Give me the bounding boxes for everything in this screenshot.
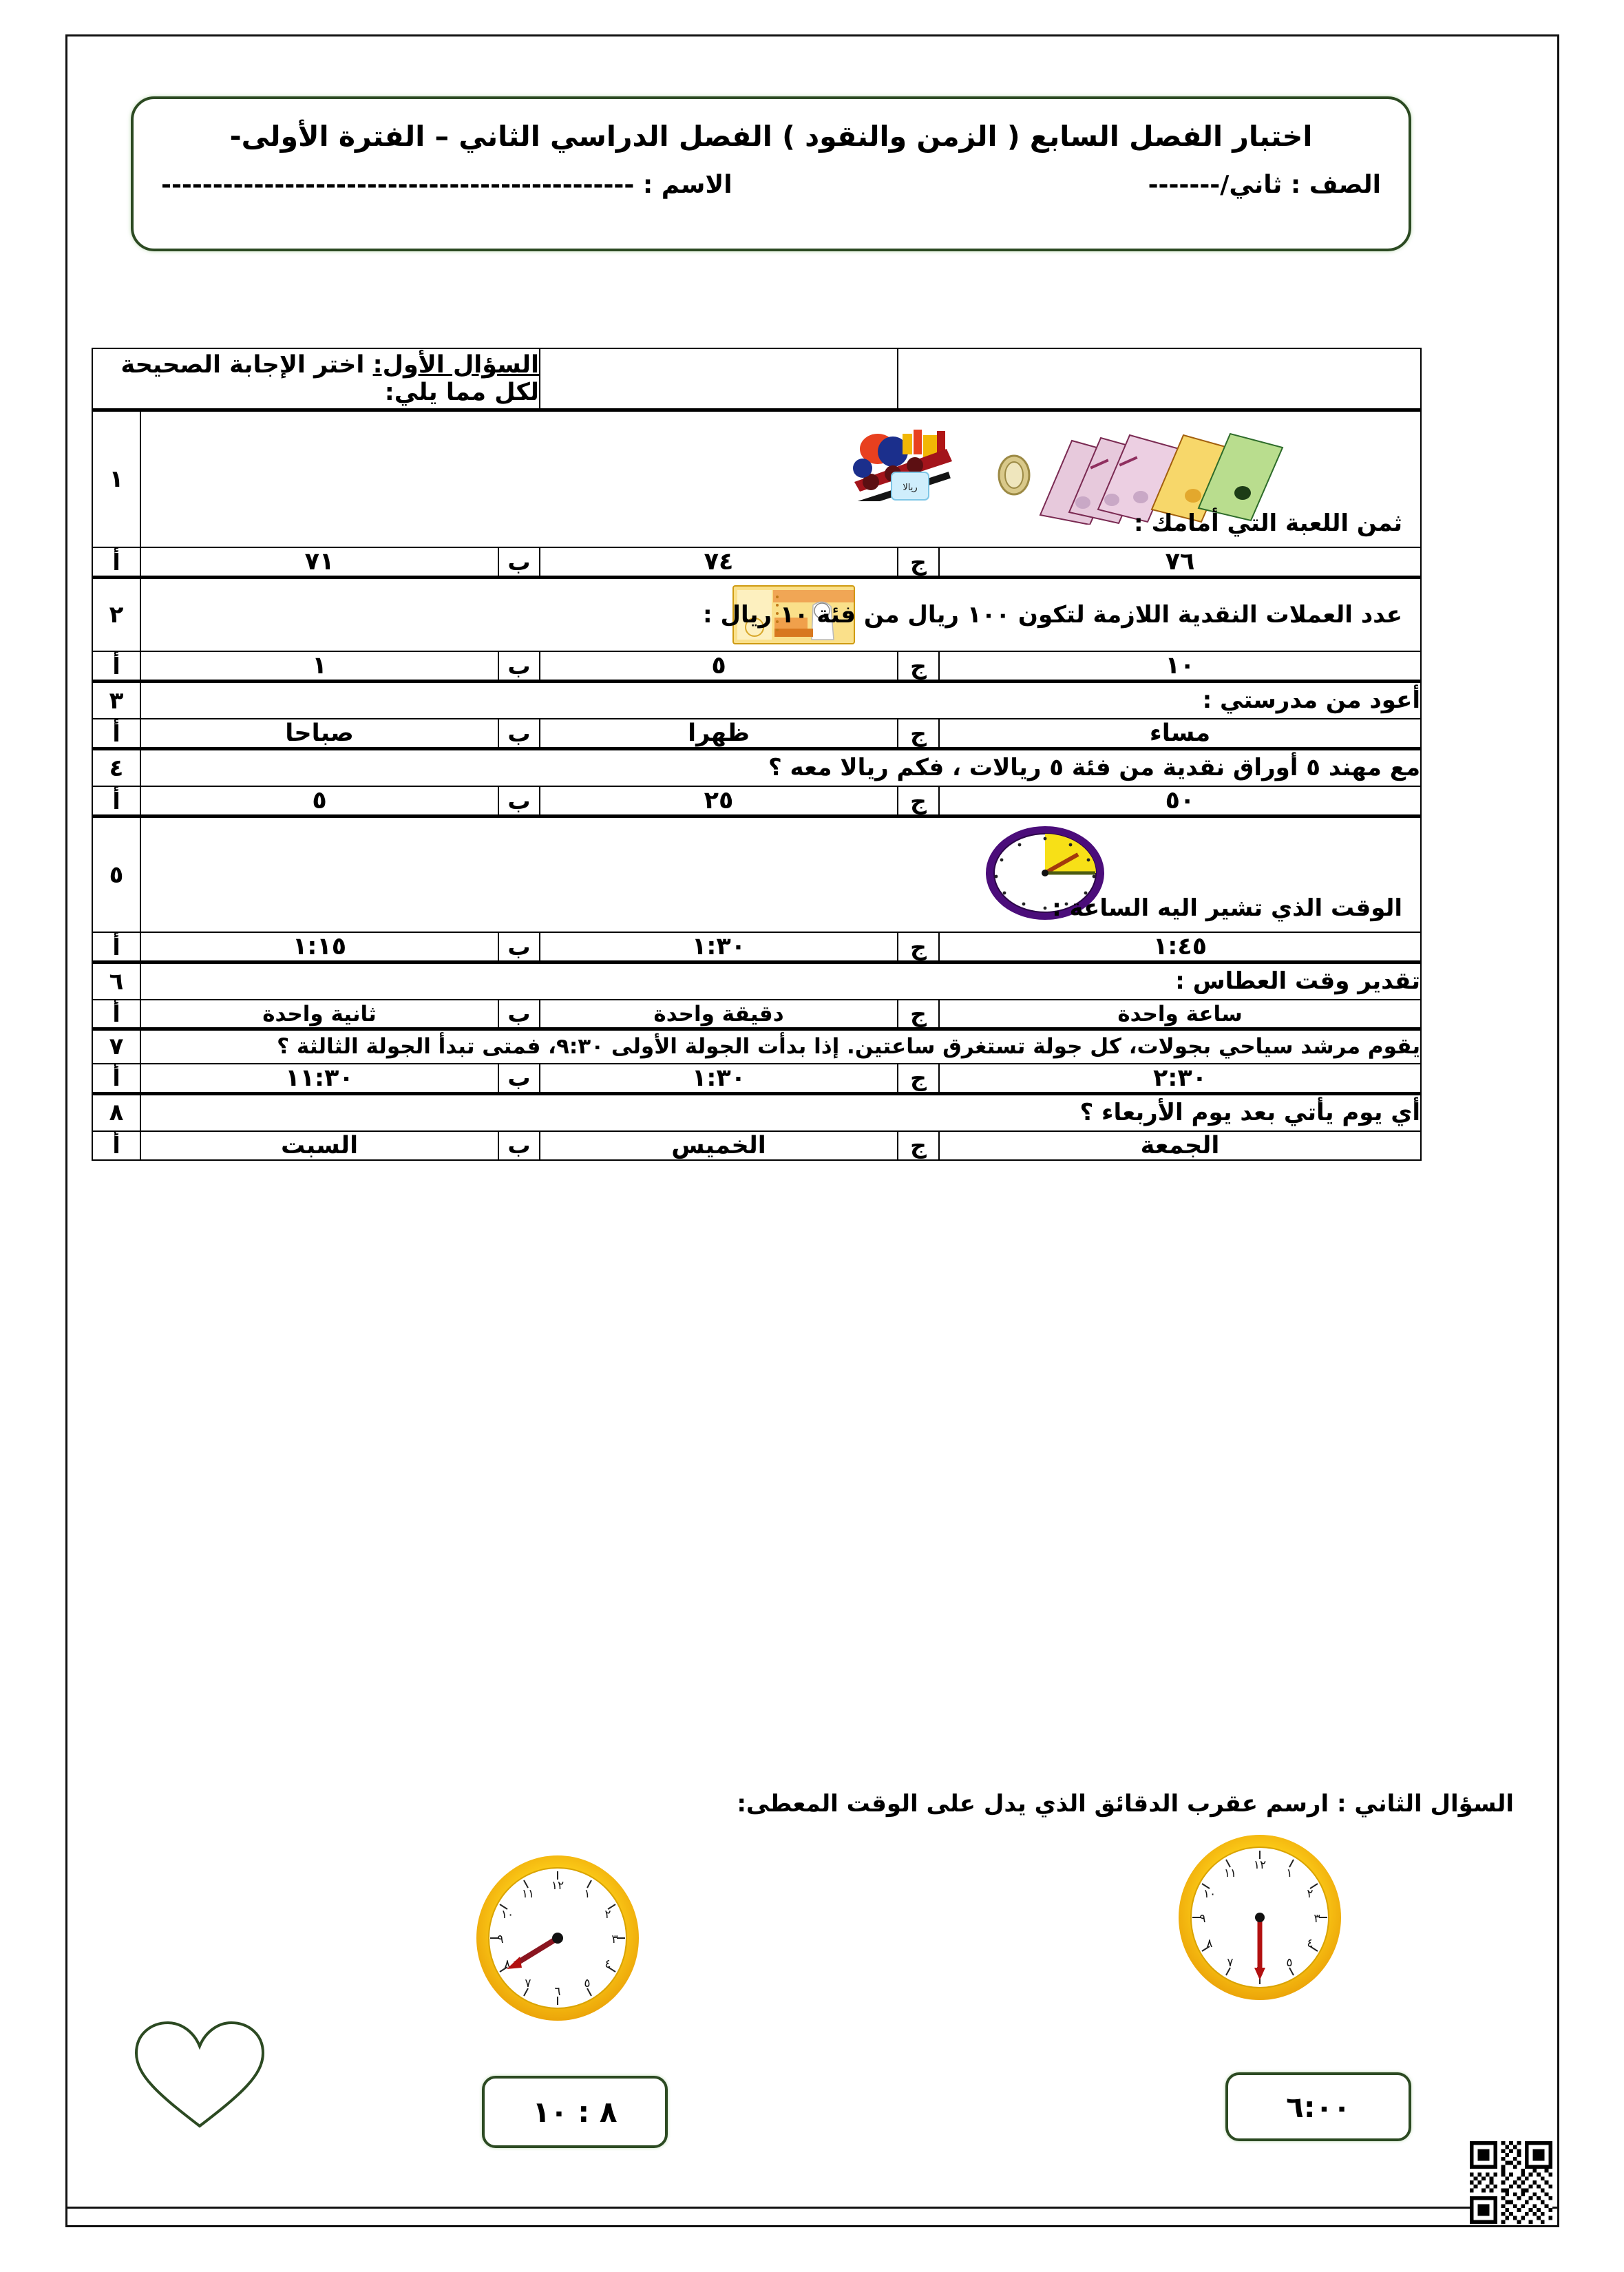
question-row <box>92 1029 1421 1064</box>
table-header-row <box>92 348 1421 410</box>
option-c-value[interactable]: الجمعة <box>939 1131 1421 1160</box>
svg-text:١٢: ١٢ <box>551 1879 565 1893</box>
svg-text:٩: ٩ <box>497 1933 504 1946</box>
option-a-value[interactable]: ٧١ <box>140 547 498 578</box>
question-text-cell: مع مهند ٥ أوراق نقدية من فئة ٥ ريالات ، فكم ريالا معه ؟ <box>140 749 1421 787</box>
question-text-cell: تقدير وقت العطاس : <box>140 963 1421 1000</box>
option-b-value[interactable]: ٧٤ <box>540 547 898 578</box>
question-number: ٣ <box>92 682 140 719</box>
option-c-value[interactable]: ساعة واحدة <box>939 1000 1421 1029</box>
options-row <box>92 1064 1421 1094</box>
options-row <box>92 1131 1421 1160</box>
option-c-letter: ج <box>898 786 939 817</box>
svg-text:١١: ١١ <box>1223 1866 1237 1880</box>
toy-train-image <box>842 419 966 501</box>
option-a-value[interactable]: صباحا <box>140 719 498 749</box>
question-label: عدد العملات النقدية اللازمة لتكون ١٠٠ ريال من فئة ١٠ ريال : <box>703 601 1403 629</box>
svg-text:٣: ٣ <box>611 1933 618 1946</box>
question-row <box>92 578 1421 652</box>
option-b-value[interactable]: ظهرا <box>540 719 898 749</box>
question-text-cell <box>140 817 1421 933</box>
svg-text:١٠: ١٠ <box>1203 1887 1216 1901</box>
question-text-cell: يقوم مرشد سياحي بجولات، كل جولة تستغرق ساعتين. إذا بدأت الجولة الأولى ٩:٣٠، فمتى تبدأ الجولة الثالثة ؟ <box>140 1029 1421 1064</box>
question-number: ٥ <box>92 817 140 933</box>
question-label: ثمن اللعبة التي أمامك : <box>1134 509 1403 537</box>
option-c-letter: ج <box>898 1000 939 1029</box>
grade-field-label: الصف : ثاني/------- <box>1148 171 1381 199</box>
question-text-cell <box>140 578 1421 652</box>
option-a-value[interactable]: ١:١٥ <box>140 932 498 963</box>
page-title: اختبار الفصل السابع ( الزمن والنقود ) الفصل الدراسي الثاني – الفترة الأولى- <box>229 120 1313 153</box>
options-row <box>92 547 1421 578</box>
question-number: ١ <box>92 410 140 548</box>
options-row <box>92 786 1421 817</box>
option-a-letter: أ <box>92 719 140 749</box>
option-b-value[interactable]: ٥ <box>540 651 898 682</box>
question-number: ٧ <box>92 1029 140 1064</box>
heart-icon <box>131 2017 268 2134</box>
svg-text:٤: ٤ <box>1307 1937 1314 1950</box>
option-b-value[interactable]: ١:٣٠ <box>540 1064 898 1094</box>
option-c-letter: ج <box>898 719 939 749</box>
question-row <box>92 410 1421 548</box>
question-row <box>92 817 1421 933</box>
option-c-value[interactable]: ١:٤٥ <box>939 932 1421 963</box>
option-b-letter: ب <box>498 1131 540 1160</box>
svg-text:١٠: ١٠ <box>500 1908 514 1922</box>
option-c-value[interactable]: ٥٠ <box>939 786 1421 817</box>
header-blank-cell-mid <box>540 348 898 410</box>
svg-text:٤: ٤ <box>604 1957 611 1971</box>
option-c-letter: ج <box>898 547 939 578</box>
option-c-letter: ج <box>898 1131 939 1160</box>
svg-text:٨: ٨ <box>504 1957 511 1971</box>
time-label-left: ٨ : ١٠ <box>482 2076 668 2148</box>
svg-text:١٢: ١٢ <box>1253 1858 1267 1872</box>
student-fields <box>161 171 1381 199</box>
option-a-letter: أ <box>92 1064 140 1094</box>
question-number: ٦ <box>92 963 140 1000</box>
option-c-letter: ج <box>898 932 939 963</box>
option-b-value[interactable]: ٢٥ <box>540 786 898 817</box>
option-b-letter: ب <box>498 651 540 682</box>
options-row <box>92 719 1421 749</box>
option-c-value[interactable]: ٢:٣٠ <box>939 1064 1421 1094</box>
question-text-cell <box>140 410 1421 548</box>
option-a-letter: أ <box>92 1000 140 1029</box>
option-a-letter: أ <box>92 786 140 817</box>
svg-text:١: ١ <box>584 1887 591 1901</box>
option-a-value[interactable]: السبت <box>140 1131 498 1160</box>
question-text-cell: أي يوم يأتي بعد يوم الأربعاء ؟ <box>140 1093 1421 1131</box>
option-b-letter: ب <box>498 719 540 749</box>
svg-text:٢: ٢ <box>604 1908 611 1922</box>
option-a-value[interactable]: ٥ <box>140 786 498 817</box>
sheet-bottom-rule <box>65 2207 1559 2210</box>
option-b-value[interactable]: الخميس <box>540 1131 898 1160</box>
clock-face-left <box>413 1852 702 2024</box>
header-box <box>131 96 1411 251</box>
option-a-letter: أ <box>92 547 140 578</box>
question-label: الوقت الذي تشير اليه الساعة : <box>1052 894 1403 922</box>
question-row <box>92 749 1421 787</box>
option-a-letter: أ <box>92 651 140 682</box>
svg-text:٥: ٥ <box>1286 1956 1293 1970</box>
svg-text:٣: ٣ <box>1314 1912 1320 1926</box>
qr-code-icon <box>1470 2141 1552 2224</box>
question-row <box>92 963 1421 1000</box>
svg-text:٧: ٧ <box>1227 1956 1234 1970</box>
svg-text:١: ١ <box>1286 1866 1293 1880</box>
option-b-letter: ب <box>498 786 540 817</box>
option-b-letter: ب <box>498 1000 540 1029</box>
section1-heading: السؤال الأول: اختر الإجابة الصحيحة لكل مما يلي: <box>92 348 540 410</box>
svg-text:٥: ٥ <box>584 1977 591 1990</box>
option-b-letter: ب <box>498 932 540 963</box>
option-a-value[interactable]: ثانية واحدة <box>140 1000 498 1029</box>
section1-heading-prefix: السؤال الأول: <box>372 351 540 379</box>
options-row <box>92 1000 1421 1029</box>
option-a-letter: أ <box>92 932 140 963</box>
question-number: ٤ <box>92 749 140 787</box>
option-c-value[interactable]: ١٠ <box>939 651 1421 682</box>
option-b-letter: ب <box>498 547 540 578</box>
time-label-right: ٦:٠٠ <box>1225 2072 1411 2141</box>
svg-text:١١: ١١ <box>521 1887 535 1901</box>
svg-text:٩: ٩ <box>1199 1912 1206 1926</box>
option-c-letter: ج <box>898 651 939 682</box>
option-c-value[interactable]: ٧٦ <box>939 547 1421 578</box>
question-row <box>92 1093 1421 1131</box>
question-number: ٢ <box>92 578 140 652</box>
svg-text:ريالا: ريالا <box>903 483 918 493</box>
option-c-letter: ج <box>898 1064 939 1094</box>
option-a-value[interactable]: ١ <box>140 651 498 682</box>
options-row <box>92 932 1421 963</box>
svg-text:٧: ٧ <box>525 1977 531 1990</box>
option-b-value[interactable]: ١:٣٠ <box>540 932 898 963</box>
svg-text:٨: ٨ <box>1206 1937 1213 1950</box>
option-a-value[interactable]: ١١:٣٠ <box>140 1064 498 1094</box>
option-c-value[interactable]: مساء <box>939 719 1421 749</box>
section2-heading: السؤال الثاني : ارسم عقرب الدقائق الذي يدل على الوقت المعطى: <box>737 1790 1514 1818</box>
options-row <box>92 651 1421 682</box>
option-b-value[interactable]: دقيقة واحدة <box>540 1000 898 1029</box>
question-table <box>92 348 1422 1161</box>
question-text-cell: أعود من مدرستي : <box>140 682 1421 719</box>
question-number: ٨ <box>92 1093 140 1131</box>
svg-text:٦: ٦ <box>554 1985 561 1999</box>
clock-face-right <box>1115 1831 1404 2003</box>
name-field-label: الاسم : ---------------------------------------------- <box>161 171 732 199</box>
option-a-letter: أ <box>92 1131 140 1160</box>
svg-text:٢: ٢ <box>1307 1887 1314 1901</box>
header-blank-cell-left <box>898 348 1421 410</box>
question-row <box>92 682 1421 719</box>
option-b-letter: ب <box>498 1064 540 1094</box>
